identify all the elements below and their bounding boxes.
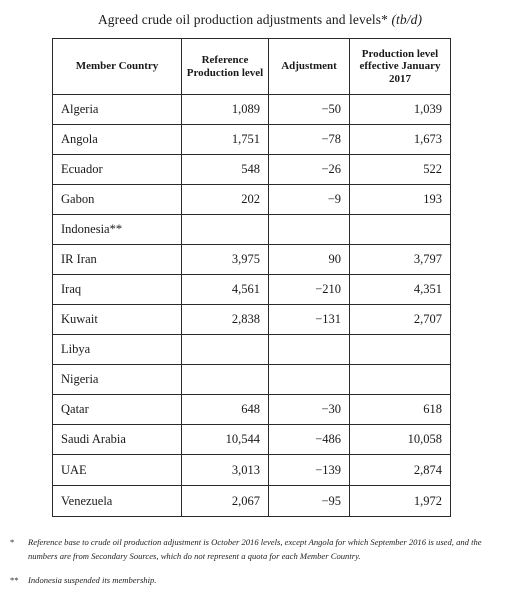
cell-adjustment — [269, 365, 350, 395]
cell-level: 1,972 — [350, 486, 451, 517]
cell-level: 1,039 — [350, 95, 451, 125]
cell-adjustment: −30 — [269, 395, 350, 425]
cell-country: Ecuador — [53, 155, 182, 185]
cell-country: IR Iran — [53, 245, 182, 275]
footnote-text: Indonesia suspended its membership. — [28, 575, 157, 585]
document-title — [0, 12, 520, 28]
cell-reference: 1,751 — [182, 125, 269, 155]
cell-reference: 548 — [182, 155, 269, 185]
cell-reference: 648 — [182, 395, 269, 425]
cell-country: Qatar — [53, 395, 182, 425]
cell-country: Kuwait — [53, 305, 182, 335]
cell-country: Gabon — [53, 185, 182, 215]
cell-country: Libya — [53, 335, 182, 365]
table-row — [53, 365, 451, 395]
cell-reference: 2,838 — [182, 305, 269, 335]
cell-country: Indonesia** — [53, 215, 182, 245]
cell-adjustment — [269, 215, 350, 245]
cell-adjustment: −9 — [269, 185, 350, 215]
cell-reference: 3,975 — [182, 245, 269, 275]
title-unit: (tb/d) — [391, 12, 423, 27]
table-row — [53, 425, 451, 455]
cell-reference: 10,544 — [182, 425, 269, 455]
table-row — [53, 215, 451, 245]
cell-level: 10,058 — [350, 425, 451, 455]
cell-reference: 3,013 — [182, 455, 269, 486]
header-production-level-jan-2017: Production level effective January 2017 — [350, 39, 451, 95]
cell-adjustment: −131 — [269, 305, 350, 335]
cell-level — [350, 365, 451, 395]
cell-reference: 202 — [182, 185, 269, 215]
table-row — [53, 455, 451, 486]
cell-adjustment: −210 — [269, 275, 350, 305]
header-adjustment: Adjustment — [269, 39, 350, 95]
table-row — [53, 245, 451, 275]
cell-adjustment: −95 — [269, 486, 350, 517]
cell-country: Algeria — [53, 95, 182, 125]
footnote-indonesia — [10, 573, 510, 587]
cell-adjustment: −50 — [269, 95, 350, 125]
cell-level — [350, 215, 451, 245]
cell-level: 193 — [350, 185, 451, 215]
table-row — [53, 155, 451, 185]
cell-level — [350, 335, 451, 365]
table-row — [53, 335, 451, 365]
cell-adjustment: −26 — [269, 155, 350, 185]
production-table — [52, 38, 451, 517]
cell-adjustment: −78 — [269, 125, 350, 155]
cell-level: 3,797 — [350, 245, 451, 275]
cell-reference: 1,089 — [182, 95, 269, 125]
table-row — [53, 275, 451, 305]
table-row — [53, 395, 451, 425]
title-text: Agreed crude oil production adjustments and levels* — [97, 12, 388, 27]
cell-country: Nigeria — [53, 365, 182, 395]
table-row — [53, 95, 451, 125]
footnote-mark: ** — [10, 575, 19, 585]
cell-country: Iraq — [53, 275, 182, 305]
cell-reference — [182, 215, 269, 245]
cell-adjustment: 90 — [269, 245, 350, 275]
cell-level: 618 — [350, 395, 451, 425]
cell-adjustment: −139 — [269, 455, 350, 486]
table-row — [53, 125, 451, 155]
footnote-text: Reference base to crude oil production adjustment is October 2016 levels, except Angola for which September 2016 is used, and the numbers are from Secondary Sources, which do not represent a quota for each Member Country. — [28, 537, 482, 561]
table-header-row — [53, 39, 451, 95]
header-reference-production-level: Reference Production level — [182, 39, 269, 95]
cell-country: Angola — [53, 125, 182, 155]
cell-level: 2,874 — [350, 455, 451, 486]
table-row — [53, 185, 451, 215]
cell-level: 2,707 — [350, 305, 451, 335]
cell-country: Saudi Arabia — [53, 425, 182, 455]
table-row — [53, 305, 451, 335]
footnote-reference-base — [10, 535, 510, 563]
cell-country: UAE — [53, 455, 182, 486]
cell-adjustment: −486 — [269, 425, 350, 455]
cell-country: Venezuela — [53, 486, 182, 517]
cell-reference: 4,561 — [182, 275, 269, 305]
cell-reference — [182, 335, 269, 365]
cell-level: 4,351 — [350, 275, 451, 305]
cell-level: 1,673 — [350, 125, 451, 155]
table-row — [53, 486, 451, 517]
cell-level: 522 — [350, 155, 451, 185]
footnote-mark: * — [10, 537, 15, 547]
cell-reference — [182, 365, 269, 395]
header-member-country: Member Country — [53, 39, 182, 95]
cell-adjustment — [269, 335, 350, 365]
cell-reference: 2,067 — [182, 486, 269, 517]
